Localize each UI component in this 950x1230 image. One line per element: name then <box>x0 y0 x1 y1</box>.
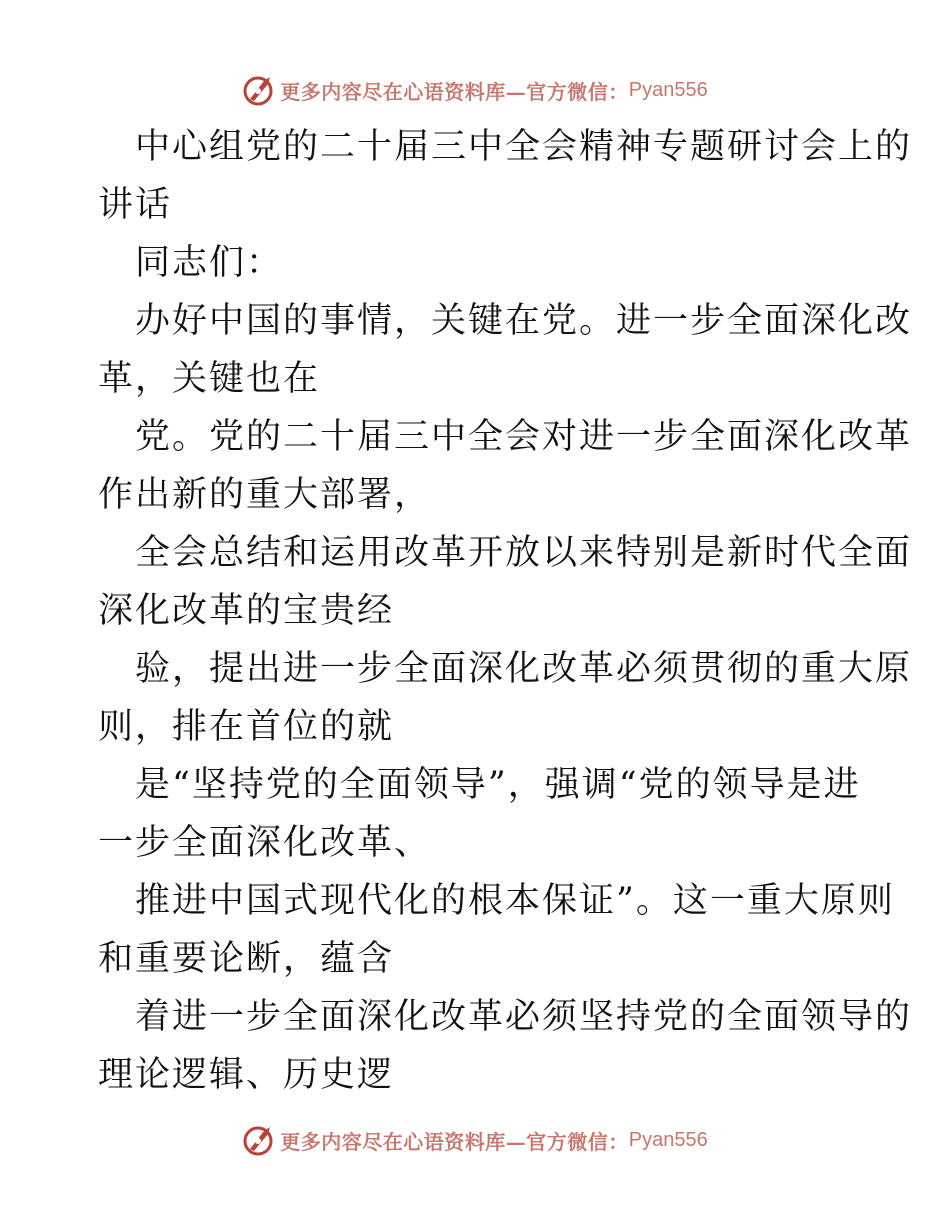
text-line: 作出新的重大部署， <box>98 475 432 515</box>
text-line: 党。党的二十届三中全会对进一步全面深化改革 <box>135 417 913 457</box>
text-line: 革，关键也在 <box>98 359 321 399</box>
text-line: 验，提出进一步全面深化改革必须贯彻的重大原 <box>135 649 913 689</box>
pen-nib-circle-icon <box>242 1123 276 1157</box>
header-watermark <box>0 70 950 110</box>
watermark-text: 更多内容尽在心语资料库—官方微信： <box>280 79 629 104</box>
text-line: 着进一步全面深化改革必须坚持党的全面领导的 <box>135 997 913 1037</box>
text-line: 全会总结和运用改革开放以来特别是新时代全面 <box>135 533 913 573</box>
watermark-wechat-id: Pyan556 <box>628 78 708 101</box>
text-line: 则，排在首位的就 <box>98 707 395 747</box>
text-line: 办好中国的事情，关键在党。进一步全面深化改 <box>135 301 913 341</box>
text-line: 中心组党的二十届三中全会精神专题研讨会上的 <box>135 127 913 167</box>
watermark-text: 更多内容尽在心语资料库—官方微信： <box>280 1129 629 1154</box>
text-line: 讲话 <box>98 185 173 225</box>
footer-watermark <box>0 1120 950 1160</box>
text-line: 理论逻辑、历史逻 <box>98 1055 395 1095</box>
text-line: 同志们： <box>135 243 284 283</box>
text-line: 一步全面深化改革、 <box>98 823 432 863</box>
text-line: 是“坚持党的全面领导”，强调“党的领导是进 <box>135 765 861 805</box>
watermark-wechat-id: Pyan556 <box>628 1128 708 1151</box>
text-line: 深化改革的宝贵经 <box>98 591 395 631</box>
text-line: 和重要论断，蕴含 <box>98 939 395 979</box>
document-body <box>98 118 913 1104</box>
text-line: 推进中国式现代化的根本保证”。这一重大原则 <box>135 881 895 921</box>
pen-nib-circle-icon <box>242 73 276 107</box>
